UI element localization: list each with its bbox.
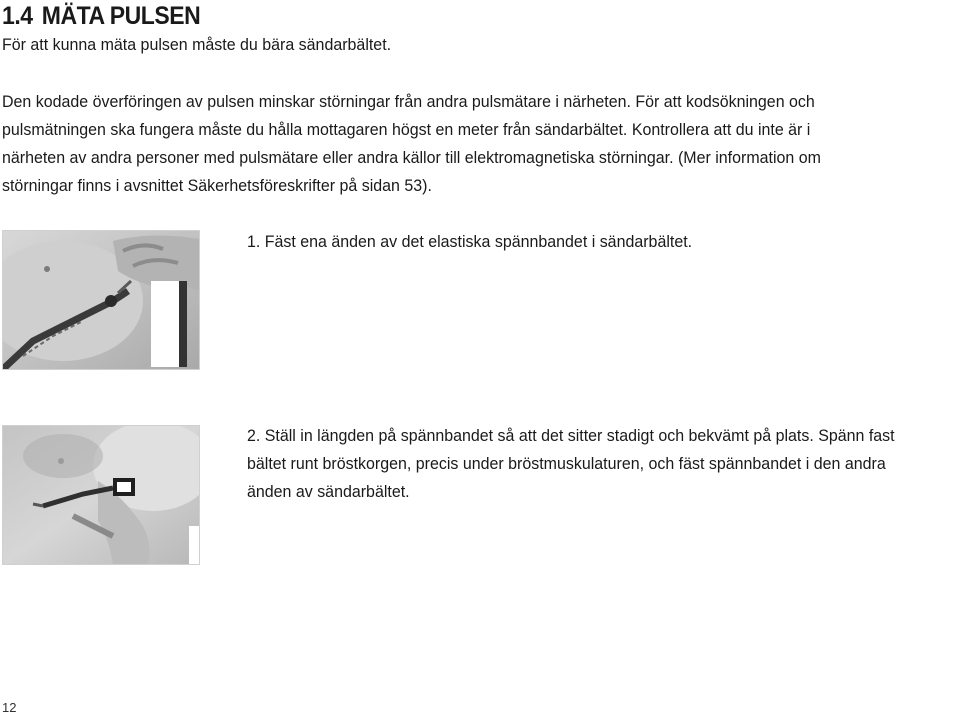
step-2 <box>247 422 895 506</box>
intro-paragraph <box>2 88 951 200</box>
step-1-photo <box>2 230 200 370</box>
section-number: 1.4 <box>2 2 33 30</box>
intro-line: Den kodade överföringen av pulsen minskar störningar från andra pulsmätare i närheten. För att kodsökningen och <box>2 92 815 111</box>
intro-line: närheten av andra personer med pulsmätare eller andra källor till elektromagnetiska störningar. (Mer information om <box>2 148 821 167</box>
chest-strap-fasten-illustration <box>3 426 199 564</box>
step-1-line: 1. Fäst ena änden av det elastiska spännbandet i sändarbältet. <box>247 232 693 251</box>
intro-line: störningar finns i avsnittet Säkerhetsföreskrifter på sidan 53). <box>2 176 432 195</box>
step-2-line: änden av sändarbältet. <box>247 482 410 501</box>
chest-strap-attach-illustration <box>3 231 199 369</box>
step-2-photo <box>2 425 200 565</box>
page-number: 12 <box>2 700 17 715</box>
step-2-line: bältet runt bröstkorgen, precis under bröstmuskulaturen, och fäst spännbandet i den andra <box>247 454 886 473</box>
section-subtitle: För att kunna mäta pulsen måste du bära sändarbältet. <box>2 35 392 54</box>
section-title: MÄTA PULSEN <box>41 2 201 30</box>
intro-line: pulsmätningen ska fungera måste du hålla mottagaren högst en meter från sändarbältet. Kontrollera att du inte är i <box>2 120 811 139</box>
step-2-line: 2. Ställ in längden på spännbandet så att det sitter stadigt och bekvämt på plats. Spänn fast <box>247 426 895 445</box>
section-heading <box>2 2 200 31</box>
step-1 <box>247 228 692 256</box>
